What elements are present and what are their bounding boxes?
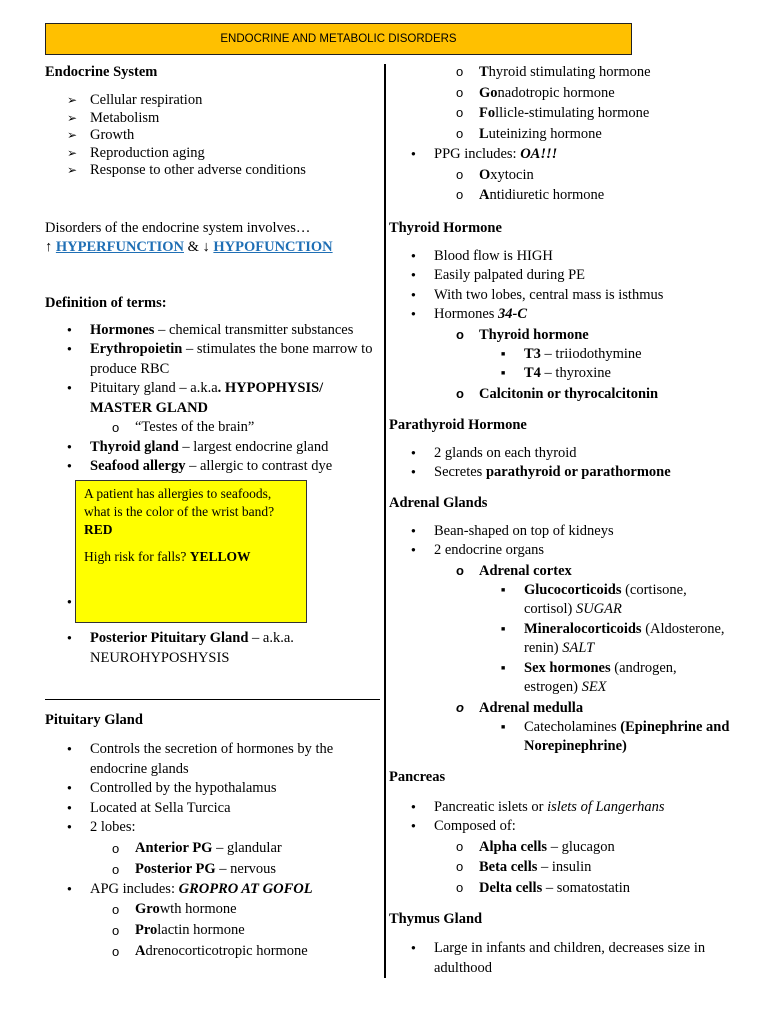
list-item: o Adrenal medulla — [456, 699, 584, 716]
list-item: ■ Mineralocorticoids (Aldosterone, renin) SALT — [389, 620, 734, 659]
arrow-bullet-icon: ➢ — [67, 145, 78, 160]
list-item: ● Bean-shaped on top of kidneys — [389, 522, 734, 542]
hypofunction-link[interactable]: HYPOFUNCTION — [213, 239, 333, 255]
bullet-icon — [67, 457, 72, 478]
circle-bullet-icon: o — [456, 699, 464, 715]
adrenal-heading: Adrenal Glands — [389, 494, 488, 511]
circle-bullet-icon: o — [456, 84, 464, 100]
note-question-1: A patient has allergies to seafoods, what is the color of the wrist band? — [84, 486, 275, 519]
bullet-icon — [67, 818, 72, 839]
list-item: ● Secretes parathyroid or parathormone — [389, 463, 734, 483]
list-item: ■ Glucocorticoids (cortisone, cortisol) SUGAR — [389, 581, 734, 620]
square-bullet-icon — [501, 581, 505, 603]
list-item: ● Large in infants and children, decreases size in adulthood — [389, 939, 734, 978]
note-answer-2: YELLOW — [189, 549, 251, 564]
circle-bullet-icon: o — [456, 326, 464, 342]
column-divider — [384, 64, 386, 978]
circle-bullet-icon: o — [456, 105, 464, 120]
square-bullet-icon — [501, 364, 505, 386]
right-column — [389, 62, 734, 978]
list-item: o Thyroid hormone — [456, 326, 589, 343]
list-item: ● 2 endocrine organs — [389, 541, 734, 561]
list-item: ➢ Growth — [67, 127, 135, 143]
bullet-icon — [67, 340, 72, 361]
list-item: ● 2 glands on each thyroid — [389, 444, 734, 464]
circle-bullet-icon: o — [456, 125, 464, 141]
bullet-icon — [67, 799, 72, 820]
list-item: o Posterior PG – nervous — [45, 859, 380, 880]
bullet-icon — [67, 438, 72, 459]
list-item: ■ T3 – triiodothymine — [389, 345, 734, 365]
list-item: ● PPG includes: OA!!! — [389, 144, 734, 165]
thymus-heading: Thymus Gland — [389, 911, 483, 927]
bullet-icon — [411, 144, 416, 167]
list-item: o Anterior PG – glandular — [45, 838, 380, 859]
bullet-icon — [411, 798, 416, 819]
bullet-icon — [67, 629, 72, 650]
circle-bullet-icon: o — [112, 420, 120, 435]
list-item: ● Controls the secretion of hormones by the endocrine glands — [45, 740, 380, 779]
list-item: o Beta cells – insulin — [389, 857, 734, 878]
list-item: ● With two lobes, central mass is isthmus — [389, 286, 734, 306]
definition-heading: Definition of terms: — [45, 294, 167, 311]
list-item: o Adrenal cortex — [456, 562, 572, 579]
circle-bullet-icon: o — [112, 923, 120, 938]
list-item: o Calcitonin or thyrocalcitonin — [456, 385, 659, 402]
list-item: o Luteinizing hormone — [389, 124, 734, 145]
bullet-icon — [67, 779, 72, 800]
list-item: o Thyroid stimulating hormone — [389, 62, 734, 83]
adrenal-list — [389, 522, 734, 757]
arrow-bullet-icon: ➢ — [67, 163, 78, 177]
list-item: ● Controlled by the hypothalamus — [45, 779, 380, 799]
list-item: ➢ Reproduction aging — [67, 144, 205, 161]
circle-bullet-icon: o — [112, 861, 120, 877]
bullet-icon — [411, 305, 416, 326]
bullet-icon — [411, 247, 416, 268]
parathyroid-list — [389, 444, 734, 483]
arrow-bullet-icon: ➢ — [67, 128, 78, 142]
endocrine-system-heading: Endocrine System — [45, 64, 158, 80]
pituitary-heading: Pituitary Gland — [45, 712, 143, 728]
circle-bullet-icon: o — [112, 840, 120, 856]
circle-bullet-icon: o — [112, 944, 120, 959]
list-item: ➢ Metabolism — [67, 109, 160, 126]
function-line: ↑ HYPERFUNCTION & ↓ HYPOFUNCTION — [45, 239, 333, 255]
list-item: o Oxytocin — [389, 165, 734, 186]
list-item: o Delta cells – somatostatin — [389, 878, 734, 899]
square-bullet-icon — [501, 659, 505, 681]
list-item: o Follicle-stimulating hormone — [389, 103, 734, 124]
circle-bullet-icon: o — [456, 562, 464, 578]
note-answer-1: RED — [84, 522, 113, 537]
bullet-icon — [411, 541, 416, 562]
list-item: o Prolactin hormone — [45, 920, 380, 941]
list-item: ● Erythropoietin – stimulates the bone marrow to produce RBC — [45, 340, 375, 379]
endocrine-list — [45, 92, 375, 180]
bullet-icon — [67, 740, 72, 761]
list-item: ● Thyroid gland – largest endocrine gland — [45, 438, 375, 458]
bullet-icon — [67, 379, 72, 400]
hyperfunction-link[interactable]: HYPERFUNCTION — [55, 239, 184, 255]
bullet-icon — [411, 463, 416, 484]
list-item: ■ T4 – thyroxine — [389, 364, 734, 384]
document-title-bar — [45, 23, 632, 55]
pancreas-list — [389, 798, 734, 899]
document-title: ENDOCRINE AND METABOLIC DISORDERS — [220, 33, 457, 45]
list-item: ● Composed of: — [389, 817, 734, 837]
thyroid-heading: Thyroid Hormone — [389, 219, 502, 236]
list-item: ➢ Cellular respiration — [67, 92, 203, 108]
list-item: o Gonadotropic hormone — [389, 83, 734, 104]
list-item: ● Located at Sella Turcica — [45, 799, 380, 819]
pituitary-list — [45, 740, 380, 962]
list-item: ➢ Response to other adverse conditions — [67, 162, 306, 178]
thymus-list — [389, 939, 734, 978]
bullet-icon — [411, 522, 416, 543]
list-item: o Growth hormone — [45, 899, 380, 920]
list-item: o “Testes of the brain” — [45, 418, 375, 438]
disorders-paragraph — [45, 219, 375, 258]
down-arrow-icon: ↓ — [202, 239, 210, 255]
bullet-icon — [67, 880, 72, 901]
list-item: ● Pancreatic islets or islets of Langerhans — [389, 798, 734, 818]
bullet-icon — [411, 266, 416, 287]
list-item: o Alpha cells – glucagon — [389, 837, 734, 858]
list-item: ■ Sex hormones (androgen, estrogen) SEX — [389, 659, 734, 698]
parathyroid-heading: Parathyroid Hormone — [389, 416, 527, 433]
list-item: ● 2 lobes: — [45, 818, 380, 838]
list-item: ● Posterior Pituitary Gland – a.k.a. NEUROHYPOSHYSIS — [45, 629, 375, 668]
list-item: o Adrenocorticotropic hormone — [45, 941, 380, 962]
pituitary-section — [45, 710, 380, 962]
list-item: ● Hormones 34-C — [389, 305, 734, 325]
sticky-note — [75, 480, 307, 623]
pancreas-heading: Pancreas — [389, 768, 446, 785]
list-item: o Antidiuretic hormone — [389, 185, 734, 206]
list-item: ● Seafood allergy – allergic to contrast dye — [45, 457, 375, 477]
list-item: ● Pituitary gland – a.k.a. HYPOPHYSIS/ MASTER GLAND — [45, 379, 375, 418]
circle-bullet-icon: o — [456, 166, 464, 182]
list-item: ● Easily palpated during PE — [389, 266, 734, 286]
section-divider — [45, 699, 380, 700]
bullet-icon — [411, 817, 416, 838]
definition-list — [45, 321, 375, 477]
list-item: ● APG includes: GROPRO AT GOFOL — [45, 880, 380, 900]
bullet-icon — [411, 939, 416, 960]
circle-bullet-icon: o — [112, 902, 120, 917]
bullet-icon — [411, 286, 416, 307]
square-bullet-icon — [501, 345, 505, 367]
circle-bullet-icon: o — [456, 838, 464, 854]
square-bullet-icon — [501, 620, 505, 642]
bullet-icon — [67, 321, 72, 342]
circle-bullet-icon: o — [456, 64, 464, 79]
left-column — [45, 62, 375, 477]
bullet-icon — [411, 444, 416, 465]
thyroid-list — [389, 247, 734, 404]
circle-bullet-icon: o — [456, 187, 464, 202]
apg-continued-list — [389, 62, 734, 206]
arrow-bullet-icon: ➢ — [67, 93, 78, 107]
up-arrow-icon: ↑ — [45, 239, 53, 255]
list-item: ■ Catecholamines (Epinephrine and Norepinephrine) — [389, 718, 734, 757]
circle-bullet-icon: o — [456, 879, 464, 895]
list-item: ● Blood flow is HIGH — [389, 247, 734, 267]
circle-bullet-icon: o — [456, 859, 464, 874]
circle-bullet-icon: o — [456, 385, 464, 401]
note-question-2: High risk for falls? YELLOW — [84, 549, 251, 564]
square-bullet-icon — [501, 718, 505, 740]
arrow-bullet-icon: ➢ — [67, 110, 78, 125]
list-item: ● Hormones – chemical transmitter substances — [45, 321, 375, 341]
disorders-text: Disorders of the endocrine system involves… — [45, 219, 311, 236]
